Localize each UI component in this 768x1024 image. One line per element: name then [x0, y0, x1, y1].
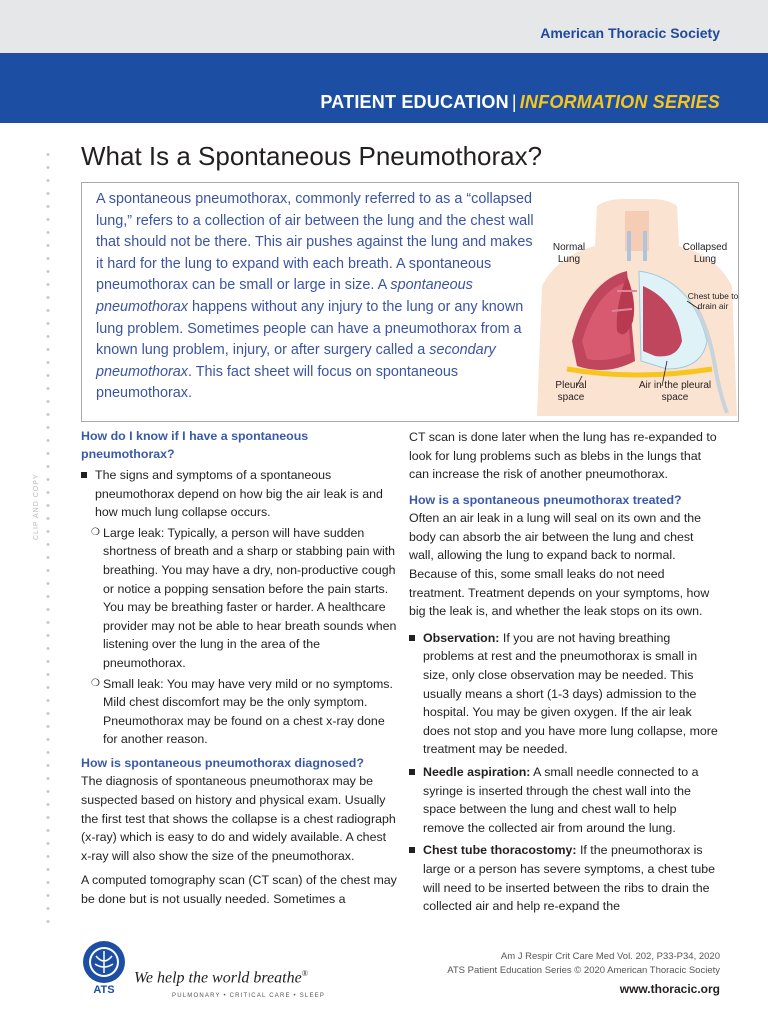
tagline: [134, 969, 308, 987]
symptoms-bullet: The signs and symptoms of a spontaneous pneumothorax depend on how big the air leak is and how much lung collapse occurs.: [81, 466, 397, 522]
copyright-line: ATS Patient Education Series © 2020 American Thoracic Society: [447, 965, 720, 976]
website-link[interactable]: www.thoracic.org: [619, 982, 720, 996]
large-leak-item: [81, 524, 397, 673]
treatment-paragraph: Often an air leak in a lung will seal on its own and the body can absorb the air between the lung and chest wall, allowing the lung to expand back to normal. Because of this, some small leaks do not need treatment. Treatment depends on your symptoms, how big the leak is, and whether the leak stops on its own.: [409, 511, 710, 619]
series-title: [320, 92, 720, 113]
needle-aspiration-bullet: [409, 763, 719, 837]
observation-bullet: [409, 629, 719, 759]
journal-citation: Am J Respir Crit Care Med Vol. 202, P33-P34, 2020: [500, 951, 720, 962]
observation-lead: Observation:: [423, 630, 500, 645]
chest-tube-text: If the pneumothorax is large or a person has severe symptoms, a chest tube will need to be inserted between the ribs to drain the collected air and help re-expand the: [423, 843, 716, 914]
observation-text: If you are not having breathing problems at rest and the pneumothorax is small in size, only close observation may be needed. This usually means a short (1-3 days) admission to the hospital. You may be given oxygen. If the air leak does not stop and you have more lung collapse, more treatment may be needed.: [423, 630, 718, 757]
collapsed-lung-label: Collapsed Lung: [682, 242, 728, 265]
ct-scan-continued: CT scan is done later when the lung has re-expanded to look for lung problems such as blebs in the lungs that can increase the risk of another pneumothorax.: [409, 430, 717, 482]
heading-symptoms: How do I know if I have a spontaneous pneumothorax?: [81, 429, 309, 461]
large-leak-text: Large leak: Typically, a person will have sudden shortness of breath and a sharp or stabbing pain with breathing. You may have a dry, non-productive cough or notice a popping sensation before the pain starts. You may be breathing faster or harder. A healthcare provider may not be able to hear breath sounds when listening over the lung in the area of the pneumothorax.: [103, 525, 397, 670]
intro-part-3: . This fact sheet will focus on spontaneous pneumothorax.: [96, 363, 459, 402]
tagline-text: We help the world breathe: [134, 969, 302, 987]
lung-illustration: [537, 191, 737, 416]
clip-dotted-line: [46, 148, 50, 928]
series-separator: |: [511, 92, 517, 112]
circle-bullet-icon: ❍: [91, 526, 100, 538]
circle-bullet-icon: ❍: [91, 677, 100, 689]
clip-and-copy-label: CLIP AND COPY: [33, 473, 40, 540]
needle-aspiration-text: A small needle connected to a syringe is inserted through the chest wall into the space between the lung and chest wall to help remove the collected air from around the lung.: [423, 765, 699, 835]
small-leak-item: [81, 675, 397, 749]
small-leak-text: Small leak: You may have very mild or no symptoms. Mild chest discomfort may be the only symptom. Pneumothorax may be found on a chest x-ray done for another reason.: [103, 676, 393, 747]
right-column: [409, 428, 719, 920]
trademark-symbol: ®: [301, 969, 308, 978]
needle-aspiration-lead: Needle aspiration:: [423, 765, 531, 779]
heading-treatment: How is a spontaneous pneumothorax treated?: [409, 492, 682, 507]
chest-tube-lead: Chest tube thoracostomy:: [423, 843, 577, 858]
ct-scan-paragraph: A computed tomography scan (CT scan) of the chest may be done but is not usually needed. Sometimes a: [81, 873, 397, 906]
intro-part-1: A spontaneous pneumothorax, commonly referred to as a “collapsed lung,” refers to a collection of air between the lung and the chest wall that should not be there. This air pushes against the lung and makes it hard for the lung to expand with each breath. A spontaneous pneumothorax can be small or large in size. A: [96, 191, 534, 294]
diagnosis-paragraph: The diagnosis of spontaneous pneumothorax may be suspected based on history and physical exam. Usually the first test that shows the collapse is a chest radiograph (x-ray) which is easy to do and widely available. A chest x-ray will also show the size of the pneumothorax.: [81, 774, 396, 863]
chest-tube-label: Chest tube to drain air: [687, 291, 739, 311]
intro-text: [96, 189, 536, 405]
heading-diagnosis: How is spontaneous pneumothorax diagnosed?: [81, 755, 364, 770]
left-column: [81, 428, 397, 915]
sub-tagline: PULMONARY • CRITICAL CARE • SLEEP: [172, 993, 326, 999]
series-info: INFORMATION SERIES: [519, 92, 720, 112]
page-title: What Is a Spontaneous Pneumothorax?: [81, 141, 543, 171]
air-pleural-label: Air in the pleural space: [638, 380, 712, 403]
intro-emphasis-2: secondary pneumothorax: [96, 342, 496, 380]
pleural-space-label: Pleural space: [555, 380, 587, 403]
series-main: PATIENT EDUCATION: [320, 92, 509, 112]
org-name: American Thoracic Society: [540, 25, 720, 41]
logo-text: ATS: [93, 984, 115, 996]
chest-tube-bullet: [409, 841, 719, 915]
ats-logo: [80, 940, 128, 996]
intro-box: [81, 182, 739, 422]
normal-lung-label: Normal Lung: [552, 242, 586, 265]
intro-emphasis-1: spontaneous pneumothorax: [96, 277, 473, 315]
intro-part-2: happens without any injury to the lung or any known lung problem. Sometimes people can have a pneumothorax from a known lung problem, injury, or after surgery called a: [96, 298, 524, 359]
